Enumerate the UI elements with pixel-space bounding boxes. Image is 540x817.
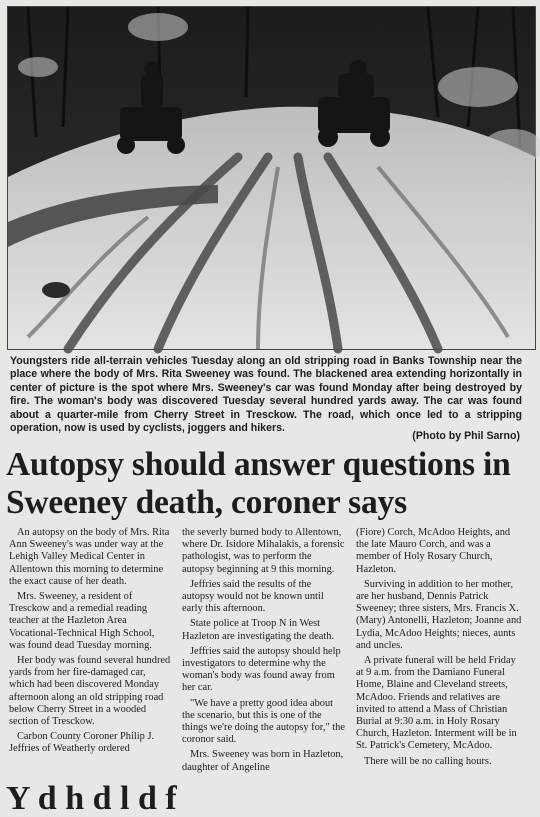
paragraph: Her body was found several hundred yards from her fire-damaged car, which had been discovered Monday afternoon along an old stripping road below Cherry Street in a wooded section of Tresckow. xyxy=(9,655,171,728)
paragraph: An autopsy on the body of Mrs. Rita Ann Sweeney's was under way at the Lehigh Valley Medical Center in Allentown this morning to determine the exact cause of her death. xyxy=(9,527,170,587)
paragraph: "We have a pretty good idea about the scenario, but this is one of the things we're doing the autopsy for," the coronor said. xyxy=(182,697,345,746)
next-story-headline: Y d h d l d f xyxy=(6,780,177,817)
paragraph: Mrs. Sweeney, a resident of Tresckow and a remedial reading teacher at the Hazleton Area Vocational-Technical High School, was found dead Tuesday morning. xyxy=(9,591,155,651)
paragraph: State police at Troop N in West Hazleton are investigating the death. xyxy=(182,618,335,642)
article-headline: Autopsy should answer questions in Sweeney death, coroner says xyxy=(6,446,511,521)
article-column-3 xyxy=(356,527,522,771)
paragraph: (Fiore) Corch, McAdoo Heights, and the late Mauro Corch, and was a member of Holy Rosary Church, Hazleton. xyxy=(356,527,511,575)
photo-credit: (Photo by Phil Sarno) xyxy=(412,430,520,442)
paragraph: There will be no calling hours. xyxy=(364,755,492,767)
paragraph: Surviving in addition to her mother, are her husband, Dennis Patrick Sweeney; three sisters, Mrs. Francis X. (Mary) Antonelli, Hazleton; Joanne and Lydia, McAdoo Heights; nieces, aunts and uncles. xyxy=(356,578,522,651)
photo-caption: Youngsters ride all-terrain vehicles Tuesday along an old stripping road in Banks Township near the place where the body of Mrs. Rita Sweeney was found. The blackened area extending horizontally in center of picture is the spot where Mrs. Sweeney's car was found Monday after being destroyed by fire. The woman's body was discovered Tuesday several hundred yards away. The car was found about a quarter-mile from Cherry Street in Tresckow. The road, which once led to a stripping operation, now is used by cyclists, joggers and hikers. xyxy=(10,355,522,435)
atv-road-photo-icon xyxy=(8,7,535,349)
paragraph: A private funeral will be held Friday at 9 a.m. from the Damiano Funeral Home, Blaine and Cleveland streets, McAdoo. Friends and relatives are invited to attend a Mass of Christian Burial at 9:30 a.m. in Holy Rosary Church, Hazleton. Interment will be in St. Patrick's Cemetery, McAdoo. xyxy=(356,655,517,752)
paragraph: Carbon County Coroner Philip J. Jeffries of Weatherly ordered xyxy=(9,731,155,755)
paragraph: Jeffries said the results of the autopsy would not be known until early this afternoon. xyxy=(182,578,324,615)
paragraph: the severly burned body to Allentown, where Dr. Isidore Mihalakis, a forensic pathologist, was to perform the autopsy beginning at 9 this morning. xyxy=(182,527,345,575)
news-photo xyxy=(7,6,536,350)
paragraph: Jeffries said the autopsy should help investigators to determine why the woman's body was found away from her car. xyxy=(182,645,341,694)
paragraph: Mrs. Sweeney was born in Hazleton, daughter of Angeline xyxy=(182,749,344,773)
article-column-1 xyxy=(9,527,172,759)
article-column-2 xyxy=(182,527,345,777)
